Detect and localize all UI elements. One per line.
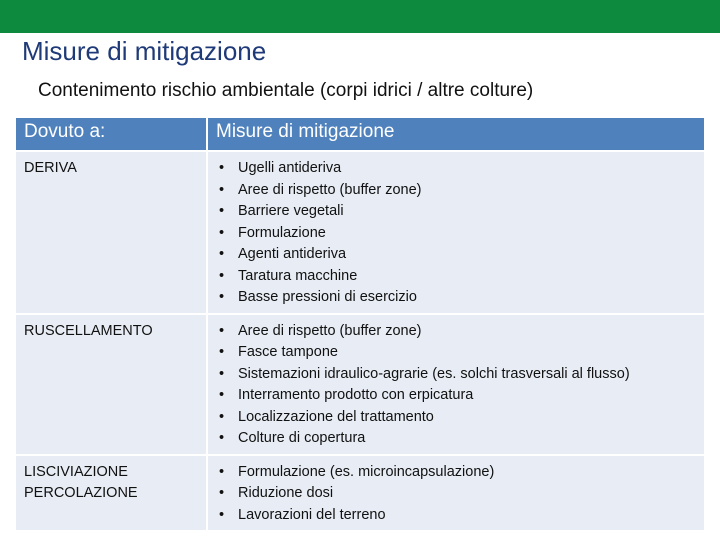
list-item: • Aree di rispetto (buffer zone) (216, 321, 696, 343)
measures-list (216, 321, 696, 450)
list-item: • Colture di copertura (216, 428, 696, 450)
list-item: • Interramento prodotto con erpicatura (216, 385, 696, 407)
list-item: • Lavorazioni del terreno (216, 505, 696, 527)
list-item: • Localizzazione del trattamento (216, 407, 696, 429)
measures-list (216, 462, 696, 527)
cause-label: DERIVA (24, 160, 77, 176)
list-item: • Aree di rispetto (buffer zone) (216, 180, 696, 202)
measures-cell (207, 314, 705, 455)
list-item: • Formulazione (es. microincapsulazione) (216, 462, 696, 484)
list-item: • Taratura macchine (216, 266, 696, 288)
cause-label: PERCOLAZIONE (24, 485, 138, 501)
list-item: • Riduzione dosi (216, 483, 696, 505)
measures-cell (207, 455, 705, 532)
header-cause: Dovuto a: (15, 117, 207, 151)
table-row-lisciviazione (15, 455, 705, 532)
cause-label: RUSCELLAMENTO (24, 322, 153, 339)
cause-cell (15, 314, 207, 455)
list-item: • Fasce tampone (216, 342, 696, 364)
cause-cell (15, 455, 207, 532)
header-measures: Misure di mitigazione (207, 117, 705, 151)
slide-subtitle: Contenimento rischio ambientale (corpi idrici / altre colture) (38, 80, 534, 101)
cause-cell (15, 151, 207, 314)
table-row-ruscellamento (15, 314, 705, 455)
list-item: • Agenti antideriva (216, 244, 696, 266)
list-item: • Ugelli antideriva (216, 158, 696, 180)
table-row-deriva (15, 151, 705, 314)
table-header-row (15, 117, 705, 151)
measures-cell (207, 151, 705, 314)
top-accent-bar (0, 0, 720, 33)
list-item: • Sistemazioni idraulico-agrarie (es. solchi trasversali al flusso) (216, 364, 696, 386)
list-item: • Formulazione (216, 223, 696, 245)
list-item: • Barriere vegetali (216, 201, 696, 223)
slide-title: Misure di mitigazione (22, 36, 267, 66)
mitigation-table (14, 116, 706, 532)
list-item: • Basse pressioni di esercizio (216, 287, 696, 309)
cause-label: LISCIVIAZIONE (24, 463, 128, 480)
measures-list (216, 158, 696, 309)
